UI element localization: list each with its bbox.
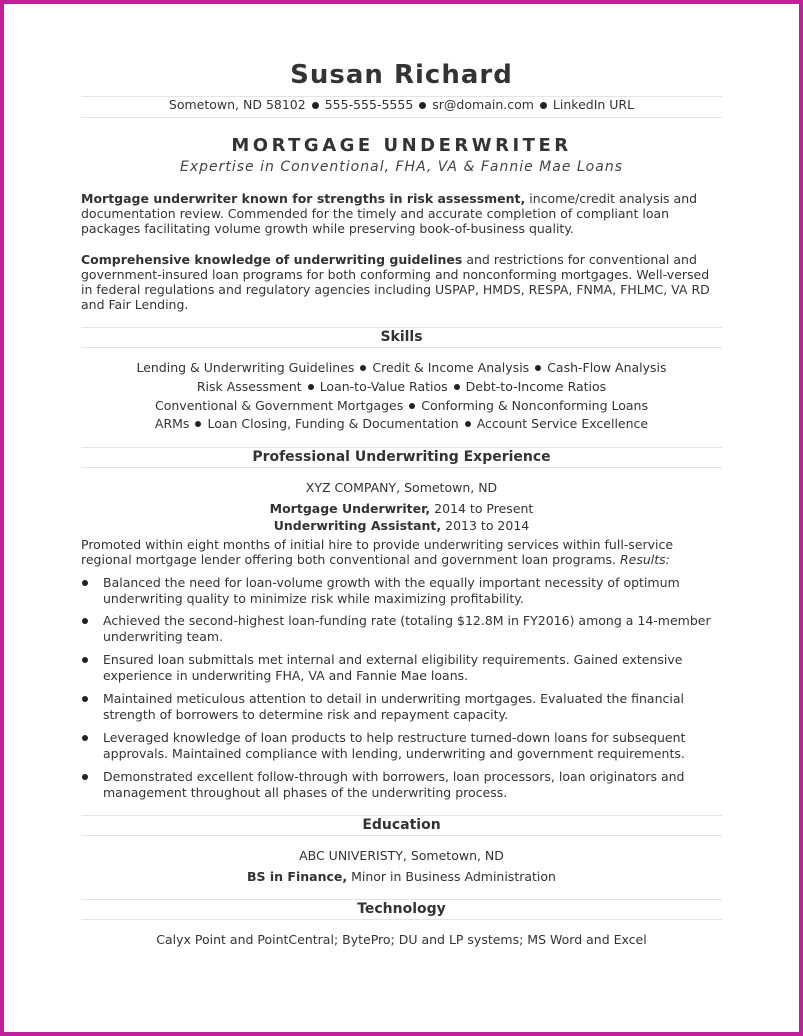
skills-title: Skills <box>380 329 423 345</box>
bullet-dot-icon <box>419 102 426 109</box>
bullet-dot-icon <box>312 102 319 109</box>
role-line <box>81 518 722 533</box>
skill-item: Lending & Underwriting Guidelines <box>136 360 355 375</box>
degree-line <box>81 869 722 884</box>
degree-minor: Minor in Business Administration <box>347 869 556 884</box>
skills-row <box>81 398 722 413</box>
divider <box>81 117 722 118</box>
bullet-dot-icon <box>82 618 88 624</box>
skills-row <box>81 360 722 375</box>
contact-phone: 555-555-5555 <box>324 97 414 112</box>
skill-item: Cash-Flow Analysis <box>547 360 667 375</box>
bullet-dot-icon <box>409 403 415 409</box>
summary-paragraph-2 <box>81 252 722 312</box>
bullet-dot-icon <box>454 384 460 390</box>
contact-line <box>81 97 722 112</box>
contact-address: Sometown, ND 58102 <box>168 97 306 112</box>
intro-text: Promoted within eight months of initial hire to provide underwriting services within full-service regional mortgage lender offering both conventional and government loan programs. <box>81 537 674 567</box>
bullet-dot-icon <box>195 421 201 427</box>
bullet-dot-icon <box>82 696 88 702</box>
bullet-dot-icon <box>82 657 88 663</box>
skill-item: Account Service Excellence <box>476 416 649 431</box>
divider <box>81 899 722 900</box>
experience-intro <box>81 537 722 567</box>
contact-email: sr@domain.com <box>432 97 534 112</box>
role-title: Mortgage Underwriter, <box>269 501 431 516</box>
list-item-text: Balanced the need for loan-volume growth with the equally important necessity of optimum underwriting quality to minimize risk while maximizing profitability. <box>103 575 680 606</box>
divider <box>81 347 722 348</box>
summary-1-text: income/credit analysis and documentation review. Commended for the timely and accurate completion of compliant loan packages facilitating volume growth while preserving book-of-business quality. <box>81 191 698 236</box>
skill-item: Loan-to-Value Ratios <box>319 379 448 394</box>
bullet-dot-icon <box>82 580 88 586</box>
tagline: Expertise in Conventional, FHA, VA & Fannie Mae Loans <box>179 159 623 175</box>
divider <box>81 919 722 920</box>
skill-item: Conventional & Government Mortgages <box>155 398 404 413</box>
headline: MORTGAGE UNDERWRITER <box>231 135 572 156</box>
divider <box>81 327 722 328</box>
summary-2-bold: Comprehensive knowledge of underwriting guidelines <box>81 252 463 267</box>
skills-row <box>81 416 722 431</box>
skill-item: Credit & Income Analysis <box>372 360 530 375</box>
list-item-text: Achieved the second-highest loan-funding rate (totaling $12.8M in FY2016) among a 14-member underwriting team. <box>103 613 711 644</box>
bullet-dot-icon <box>540 102 547 109</box>
skill-item: ARMs <box>154 416 190 431</box>
degree-title: BS in Finance, <box>247 869 348 884</box>
divider <box>81 815 722 816</box>
bullet-dot-icon <box>465 421 471 427</box>
list-item-text: Leveraged knowledge of loan products to help restructure turned-down loans for subsequent approvals. Maintained compliance with lending, underwriting and government requirements. <box>103 730 686 761</box>
list-item-text: Maintained meticulous attention to detail in underwriting mortgages. Evaluated the financial strength of borrowers to determine risk and repayment capacity. <box>103 691 684 722</box>
education-title: Education <box>362 817 441 833</box>
role-line <box>81 501 722 516</box>
bullet-dot-icon <box>82 735 88 741</box>
list-item-text: Ensured loan submittals met internal and external eligibility requirements. Gained extensive experience in underwriting FHA, VA and Fannie Mae loans. <box>103 652 683 683</box>
summary-2-text: and restrictions for conventional and government-insured loan programs for both conforming and nonconforming mortgages. Well-versed in federal regulations and regulatory agencies including USPAP, HMDS, RESPA, FNMA, FHLMC, VA RD and Fair Lending. <box>81 252 710 312</box>
skill-item: Risk Assessment <box>196 379 302 394</box>
role-title: Underwriting Assistant, <box>273 518 442 533</box>
bullet-dot-icon <box>308 384 314 390</box>
technology-line: Calyx Point and PointCentral; BytePro; DU and LP systems; MS Word and Excel <box>156 932 647 947</box>
bullet-dot-icon <box>360 365 366 371</box>
skills-row <box>81 379 722 394</box>
list-item-text: Demonstrated excellent follow-through with borrowers, loan processors, loan originators and management throughout all phases of the underwriting process. <box>103 769 685 800</box>
divider <box>81 835 722 836</box>
divider <box>81 467 722 468</box>
summary-1-bold: Mortgage underwriter known for strengths in risk assessment, <box>81 191 526 206</box>
technology-title: Technology <box>357 901 446 917</box>
bullet-dot-icon <box>535 365 541 371</box>
summary-paragraph-1 <box>81 191 722 236</box>
school-line: ABC UNIVERISTY, Sometown, ND <box>299 848 504 863</box>
role-dates: 2013 to 2014 <box>441 518 530 533</box>
contact-linkedin: LinkedIn URL <box>552 97 635 112</box>
skill-item: Debt-to-Income Ratios <box>465 379 607 394</box>
skill-item: Loan Closing, Funding & Documentation <box>207 416 459 431</box>
skill-item: Conforming & Nonconforming Loans <box>421 398 648 413</box>
company-line: XYZ COMPANY, Sometown, ND <box>305 480 498 495</box>
intro-results: Results: <box>615 552 670 567</box>
role-dates: 2014 to Present <box>430 501 534 516</box>
divider <box>81 447 722 448</box>
experience-title: Professional Underwriting Experience <box>252 449 551 465</box>
candidate-name: Susan Richard <box>290 60 513 90</box>
bullet-dot-icon <box>82 774 88 780</box>
